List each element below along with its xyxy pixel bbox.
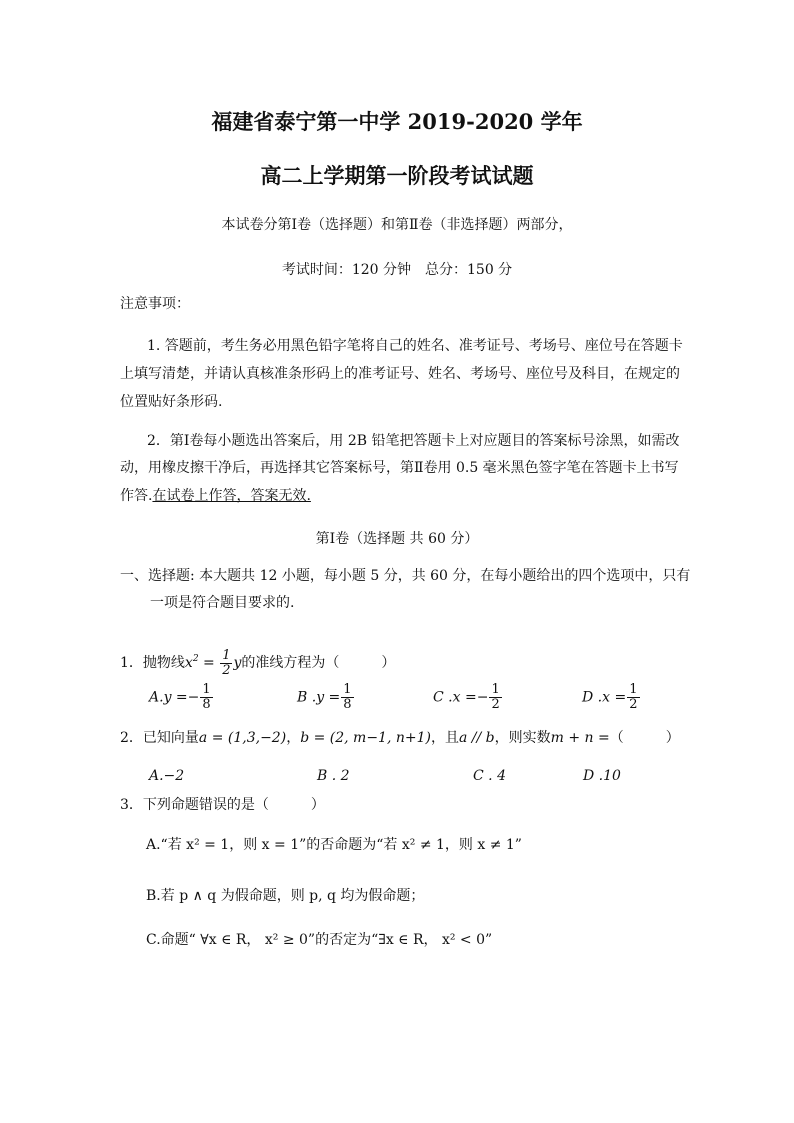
question-1-option-d[interactable]: D .x = $\frac{1}{2}$ — [582, 682, 638, 712]
question-2-vector-b: b = (2, m−1, n+1) — [300, 730, 431, 746]
note-2-line-3-start: 作答. — [120, 488, 153, 504]
question-2-prefix: 2．已知向量 — [120, 730, 199, 746]
title-line-1: 福建省泰宁第一中学 2019-2020 学年 — [211, 109, 583, 134]
question-1-stem — [120, 644, 395, 678]
question-2-option-c[interactable]: C . 4 — [473, 768, 506, 784]
note-2-line-2: 动，用橡皮擦干净后，再选择其它答案标号，第Ⅱ卷用 0.5 毫米黑色签字笔在答题卡上书写 — [120, 460, 679, 476]
question-1-option-c[interactable]: C .x =− $\frac{1}{2}$ — [433, 682, 500, 712]
section-1-instruction-2: 一项是符合题目要求的. — [150, 595, 295, 611]
title-line-2: 高二上学期第一阶段考试试题 — [260, 163, 534, 188]
intro-text: 本试卷分第Ⅰ卷（选择题）和第Ⅱ卷（非选择题）两部分， — [221, 217, 573, 233]
question-2-option-a[interactable]: A.−2 — [149, 768, 185, 784]
question-3-option-c[interactable]: C.命题“ ∀x ∈ R， x² ≥ 0”的否定为“∃x ∈ R， x² < 0” — [146, 932, 493, 948]
section-1-instruction-1: 一、选择题: 本大题共 12 小题，每小题 5 分，共 60 分，在每小题给出的四个选项中，只有 — [120, 568, 691, 584]
question-1-prefix: 1．抛物线 — [120, 655, 185, 671]
note-2-line-3 — [120, 486, 311, 506]
note-2-line-1: 2．第Ⅰ卷每小题选出答案后，用 2B 铅笔把答题卡上对应题目的答案标号涂黑，如需改 — [147, 433, 680, 449]
question-1-option-a[interactable]: A.y =− $\frac{1}{8}$ — [149, 682, 211, 712]
notes-heading: 注意事项： — [120, 296, 190, 312]
question-1-formula: $x^2$ = $\frac{1}{2}$ y — [184, 647, 242, 678]
question-2-option-b[interactable]: B . 2 — [317, 768, 350, 784]
question-3-option-b[interactable]: B.若 p ∧ q 为假命题，则 p, q 均为假命题； — [146, 888, 425, 904]
question-1-option-b[interactable]: B .y = $\frac{1}{8}$ — [297, 682, 352, 712]
question-3-stem: 3．下列命题错误的是（ ） — [120, 797, 325, 813]
exam-info: 考试时间：120 分钟 总分：150 分 — [281, 262, 513, 278]
question-2-expression: m + n = — [550, 730, 610, 746]
note-1-line-2: 上填写清楚，并请认真核准条形码上的准考证号、姓名、考场号、座位号及科目，在规定的 — [120, 366, 680, 382]
question-2-parallel: a // b — [458, 730, 495, 746]
note-1-line-1: 1. 答题前，考生务必用黑色铅字笔将自己的姓名、准考证号、考场号、座位号在答题卡 — [147, 338, 683, 354]
question-2-stem: 2．已知向量a = (1,3,−2)，b = (2, m−1, n+1)，且a // b，则实数m + n =（ ） — [120, 730, 680, 746]
note-2-warning: 在试卷上作答，答案无效. — [152, 488, 311, 504]
question-3-option-a[interactable]: A.“若 x² = 1，则 x = 1”的否命题为“若 x² ≠ 1，则 x ≠ 1” — [146, 837, 522, 853]
question-2-vector-a: a = (1,3,−2) — [198, 730, 287, 746]
note-1-line-3: 位置贴好条形码. — [120, 394, 223, 410]
section-1-heading: 第Ⅰ卷（选择题 共 60 分） — [315, 531, 479, 547]
question-1-suffix: 的准线方程为（ ） — [241, 655, 396, 671]
question-2-option-d[interactable]: D .10 — [583, 768, 621, 784]
